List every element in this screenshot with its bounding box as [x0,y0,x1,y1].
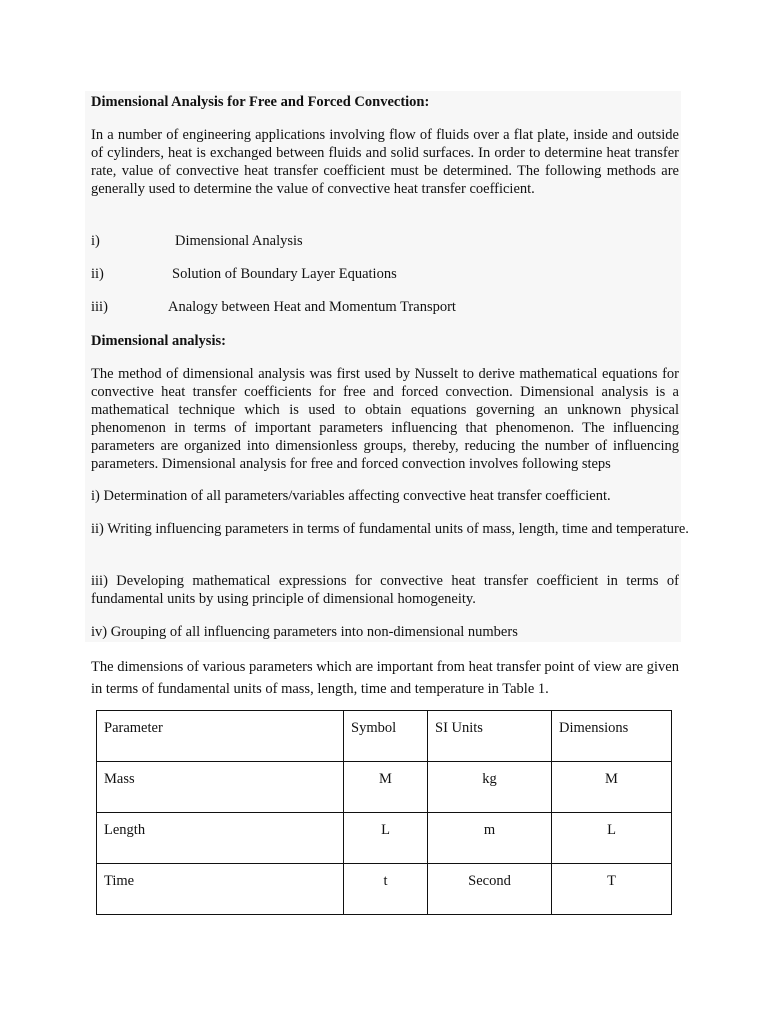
table-cell: L [552,813,672,864]
table-cell: M [552,762,672,813]
table-cell: Length [97,813,344,864]
table-cell: m [428,813,552,864]
table-cell: t [344,864,428,915]
table-header-cell: Symbol [344,711,428,762]
step-item: iv) Grouping of all influencing parameters into non-dimensional numbers [91,624,518,640]
method-label: Analogy between Heat and Momentum Transport [168,299,456,315]
table-header-cell: SI Units [428,711,552,762]
table-header-row [97,711,672,762]
parameters-table [96,710,672,915]
table-cell: L [344,813,428,864]
subheading: Dimensional analysis: [91,333,226,349]
table-row [97,864,672,915]
method-number: iii) [91,299,108,315]
table-cell: T [552,864,672,915]
method-label: Solution of Boundary Layer Equations [172,266,397,282]
step-item: ii) Writing influencing parameters in terms of fundamental units of mass, length, time and temperature. [91,521,689,537]
intro-paragraph: In a number of engineering applications involving flow of fluids over a flat plate, inside and outside of cylinders, heat is exchanged between fluids and solid surfaces. In order to determine heat transfer rate, value of convective heat transfer coefficient must be determined. The following methods are generally used to determine the value of convective heat transfer coefficient. [91,127,679,197]
table-header-cell: Parameter [97,711,344,762]
table-header-cell: Dimensions [552,711,672,762]
method-number: ii) [91,266,104,282]
table-cell: Mass [97,762,344,813]
table-cell: kg [428,762,552,813]
method-paragraph: The method of dimensional analysis was first used by Nusselt to derive mathematical equations for convective heat transfer coefficients for free and forced convection. Dimensional analysis is a mathematical technique which is used to obtain equations governing an unknown physical phenomenon in terms of important parameters influencing that phenomenon. The influencing parameters are organized into dimensionless groups, thereby, reducing the number of influencing parameters. Dimensional analysis for free and forced convection involves following steps [91,366,679,472]
step-item: i) Determination of all parameters/variables affecting convective heat transfer coefficient. [91,488,611,504]
method-number: i) [91,233,100,249]
table-row [97,813,672,864]
table-cell: M [344,762,428,813]
step-item: iii) Developing mathematical expressions for convective heat transfer coefficient in terms of fundamental units by using principle of dimensional homogeneity. [91,573,679,607]
table-row [97,762,672,813]
section-heading: Dimensional Analysis for Free and Forced Convection: [91,94,430,110]
table-cell: Time [97,864,344,915]
table-intro: The dimensions of various parameters which are important from heat transfer point of view are given in terms of fundamental units of mass, length, time and temperature in Table 1. [91,659,679,697]
method-label: Dimensional Analysis [175,233,303,249]
table-cell: Second [428,864,552,915]
